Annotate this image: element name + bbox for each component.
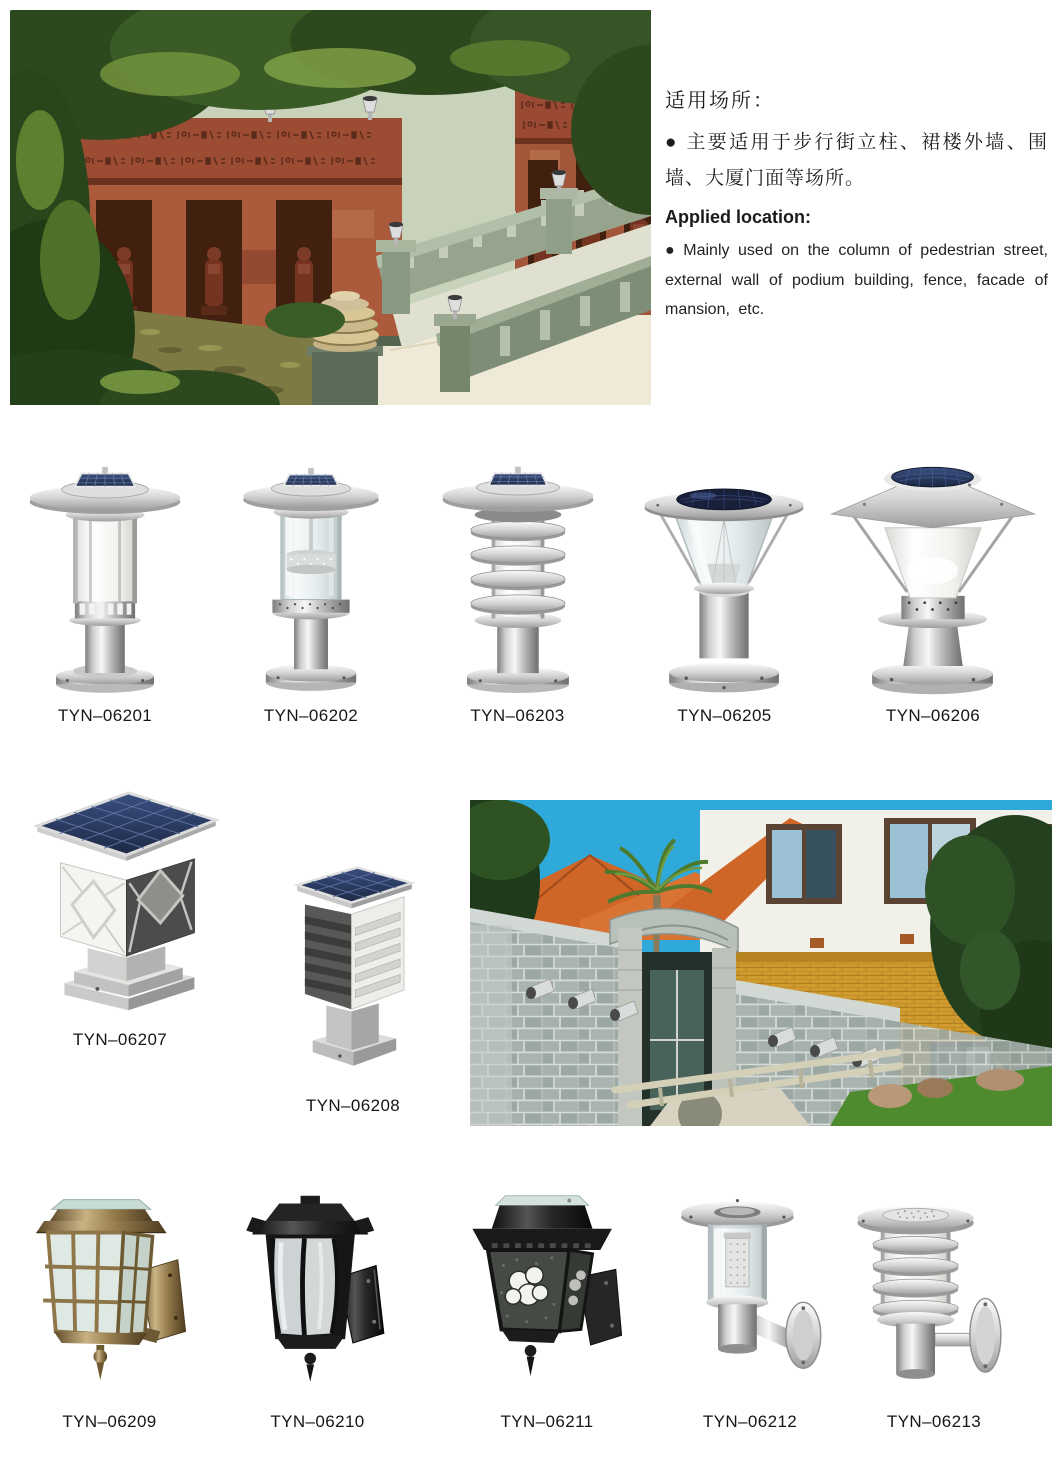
square-pillar-lamp-illustration [268,850,438,1092]
pillar-lamp-illustration [435,452,600,702]
product-tyn-06211 [442,1188,652,1406]
wall-lamp-illustration [220,1188,415,1406]
pillar-lamp-illustration [637,452,812,702]
lamp-body [266,1235,355,1340]
solar-panel [489,473,547,485]
wall-lamp-illustration [12,1188,207,1406]
model-label: TYN–06208 [305,1096,401,1115]
wall-lamp-illustration [442,1188,652,1406]
product-tyn-06205 [637,452,812,702]
solar-panel [884,467,981,490]
model-label: TYN–06209 [62,1412,157,1431]
pillar-lamp-illustration [25,452,185,702]
model-label: TYN–06203 [470,706,565,725]
product-tyn-06207 [12,780,240,1030]
lamp-body [488,1250,593,1331]
pillar-lamp-illustration [823,444,1043,702]
product-tyn-06213 [839,1188,1029,1406]
model-label: TYN–06202 [263,706,359,725]
lamp-body [43,1233,152,1336]
lamp-body [708,1225,766,1303]
solar-panel [75,473,135,486]
villa-installation-photo [470,800,1052,1126]
model-label: TYN–06212 [702,1412,798,1431]
solar-panel [37,793,216,861]
garden-photo-illustration [10,10,651,405]
model-label: TYN–06213 [886,1412,982,1431]
product-tyn-06212 [655,1188,845,1406]
model-label: TYN–06206 [885,706,981,725]
lamp-body [873,1231,958,1324]
info-heading-en: Applied location: [665,207,811,228]
garden-installation-photo [10,10,651,405]
product-tyn-06203 [435,452,600,702]
square-pillar-lamp-illustration [12,780,240,1030]
model-label: TYN–06211 [500,1412,594,1431]
solar-panel [883,1208,949,1222]
model-label: TYN–06210 [270,1412,365,1431]
applied-location-info [665,84,1048,325]
model-label: TYN–06201 [57,706,153,725]
solar-panel [284,474,339,485]
pillar-lamp-illustration [231,452,391,702]
info-body-cn: ● 主要适用于步行街立柱、裙楼外墙、围墙、大厦门面等场所。 [665,132,1048,190]
product-tyn-06210 [220,1188,415,1406]
product-tyn-06202 [231,452,391,702]
solar-panel [677,489,772,510]
wall-lamp-illustration [839,1188,1029,1406]
product-tyn-06201 [25,452,185,702]
info-body-en: ● Mainly used on the column of pedestrian street, external wall of podium building, fence, facade of mansion, etc. [665,242,1048,319]
lamp-body [305,897,404,1010]
wall-lamp-illustration [655,1188,845,1406]
model-label: TYN–06207 [72,1030,168,1049]
model-label: TYN–06205 [677,706,772,725]
villa-photo-illustration [470,800,1052,1126]
product-tyn-06206 [823,444,1043,702]
lamp-body [61,859,195,956]
product-tyn-06208 [268,850,438,1092]
product-tyn-06209 [12,1188,207,1406]
info-heading-cn: 适用场所： [665,90,775,112]
